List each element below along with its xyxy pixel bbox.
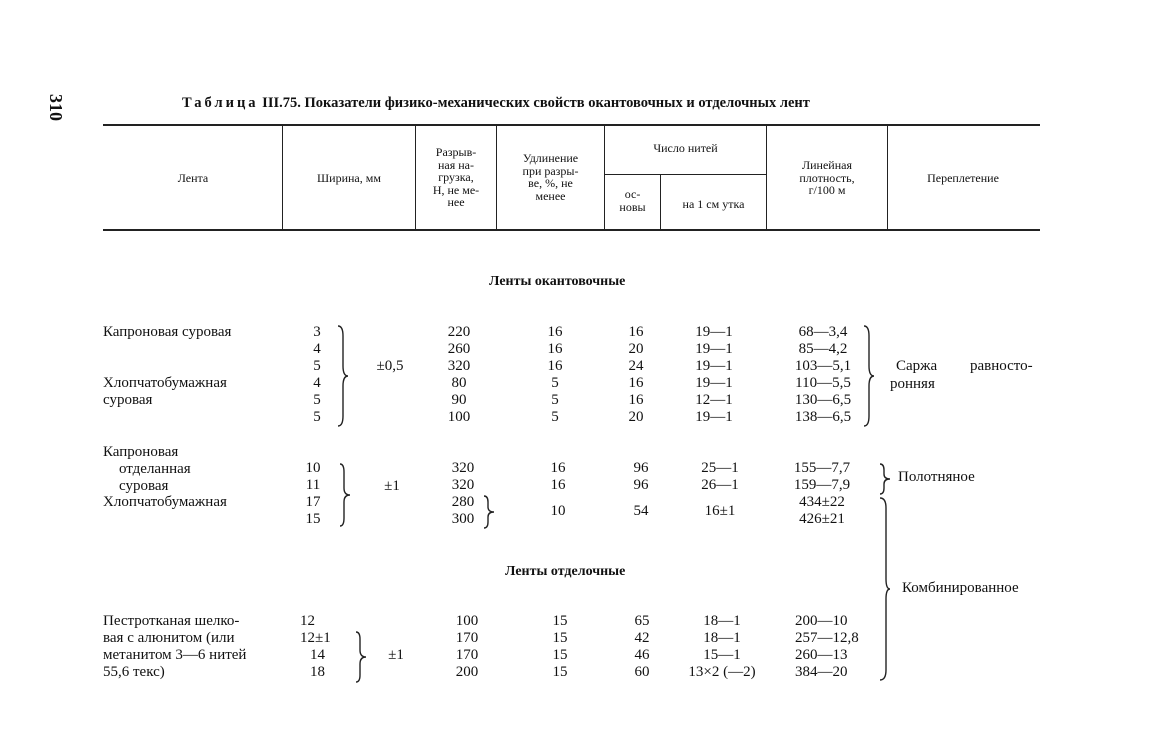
table-value: Разрыв- [435, 145, 477, 159]
table-value: 170 [455, 647, 479, 663]
table-value: 20 [628, 409, 644, 425]
table-value: при разры- [522, 163, 579, 178]
group2-widths [298, 460, 328, 528]
table-value: 257—12,8 [795, 630, 859, 646]
table-value: 16 [628, 392, 644, 408]
table-value: 5 [551, 375, 559, 391]
table-value: 384—20 [795, 664, 848, 680]
brace-icon [338, 326, 348, 426]
table-value: 60 [634, 664, 650, 680]
table-value: 13×2 (—2) [688, 664, 756, 680]
brace-icon [880, 464, 890, 494]
table-value: 85—4,2 [798, 341, 848, 357]
table-value: 19—1 [695, 341, 733, 357]
table-value: плотность, [799, 170, 855, 185]
table-value: 200 [455, 664, 479, 680]
header-warp [605, 188, 660, 213]
table-value: 18—1 [703, 630, 741, 646]
table-value: 15 [305, 511, 321, 527]
header-weft: на 1 см утка [682, 197, 745, 211]
table-value: 46 [634, 647, 650, 663]
table-value: 12±1 [300, 630, 331, 646]
table-value: ве, %, не [528, 176, 573, 190]
group2-tolerance: ±1 [384, 478, 400, 494]
header-weave: Переплетение [927, 171, 999, 185]
group2-weave: Полотняное [898, 469, 975, 485]
table-value: ос- [624, 187, 641, 201]
group2-name: Капроновая [103, 444, 179, 460]
table-value: 155—7,7 [793, 460, 851, 476]
table-value: нее [447, 195, 465, 209]
table-value: новы [619, 199, 646, 214]
header-bottom-rule [103, 229, 1040, 231]
group2-elongation: 10 [550, 503, 566, 519]
table-value: 15—1 [703, 647, 741, 663]
table-value: 42 [634, 630, 650, 646]
table-value: 200—10 [795, 613, 848, 629]
table-value: 16 [550, 460, 566, 476]
table-value: 16 [628, 324, 644, 340]
group2-elongation [538, 460, 578, 494]
table-value: 4 [313, 341, 321, 357]
header-tape: Лента [177, 171, 209, 185]
table-value: грузка, [438, 170, 474, 184]
group3-warp [622, 613, 662, 681]
group1-weave-1: Саржа [896, 358, 938, 374]
table-value: 15 [552, 613, 568, 629]
table-value: 18—1 [703, 613, 741, 629]
table-value: менее [535, 188, 566, 203]
table-value: 5 [313, 392, 321, 408]
group1-weave-2: равносто- [970, 358, 1033, 374]
title-number: III.75. [262, 95, 301, 111]
table-value: 15 [552, 630, 568, 646]
table-value: 16 [547, 341, 563, 357]
table-value: 170 [455, 630, 479, 646]
brace-icon [484, 496, 494, 528]
header-top-rule [103, 124, 1040, 126]
table-value: 16 [547, 324, 563, 340]
table-value: 5 [551, 409, 559, 425]
group1-name: Капроновая суровая [103, 324, 232, 340]
table-value: 55,6 текс) [103, 664, 165, 680]
table-title [182, 95, 810, 112]
table-value: 434±22 [799, 494, 845, 510]
table-value: Линейная [802, 158, 852, 172]
brace-icon [880, 498, 890, 680]
table-value: 90 [451, 392, 467, 408]
group1-name: Хлопчатобумажная [103, 375, 227, 391]
brace-icon [864, 326, 874, 426]
header-breaking-load [416, 146, 496, 209]
combined-weave: Комбинированное [902, 580, 1019, 596]
group2-load [440, 460, 486, 528]
brace-icon [340, 464, 350, 526]
table-value: Н, не ме- [432, 182, 480, 197]
table-value: г/100 м [808, 183, 846, 197]
table-value: 16 [550, 477, 566, 493]
table-value: 3 [313, 324, 321, 340]
group1-widths [300, 324, 334, 426]
table-value: 96 [633, 477, 649, 493]
header-width: Ширина, мм [317, 171, 381, 185]
table-value: 260 [447, 341, 471, 357]
group1-name: суровая [103, 392, 153, 408]
table-value: 19—1 [695, 375, 733, 391]
table-value: 5 [313, 358, 321, 374]
table-value: 12 [300, 613, 315, 629]
threads-subrule [605, 174, 767, 175]
table-value: 65 [634, 613, 650, 629]
group2-warp [621, 460, 661, 494]
table-value: 100 [447, 409, 471, 425]
group3-density [795, 613, 859, 681]
group2-name: отделанная [119, 461, 191, 477]
table-value: 320 [451, 477, 475, 493]
table-value: 17 [305, 494, 321, 510]
group1-load [434, 324, 484, 426]
group3-elongation [540, 613, 580, 681]
group2-warp: 54 [633, 503, 649, 519]
table-value: Пестротканая шелко- [103, 613, 240, 629]
group1-elongation [535, 324, 575, 426]
table-value: 14 [310, 647, 325, 663]
group1-weft [678, 324, 750, 426]
table-value: 320 [447, 358, 471, 374]
table-value: Удлинение [522, 151, 579, 165]
table-value: 5 [313, 409, 321, 425]
group2-weft: 16±1 [704, 503, 736, 519]
group2-name: Хлопчатобумажная [103, 494, 227, 510]
table-value: 100 [455, 613, 479, 629]
table-value: 300 [451, 511, 475, 527]
group3-weft [670, 613, 774, 681]
table-value: 159—7,9 [793, 477, 851, 493]
table-value: вая с алюнитом (или [103, 630, 235, 646]
table-value: 80 [451, 375, 467, 391]
table-value: 110—5,5 [795, 375, 851, 391]
table-value: 15 [552, 647, 568, 663]
table-value: 16 [628, 375, 644, 391]
header-threads: Число нитей [653, 141, 718, 155]
table-value: 130—6,5 [794, 392, 852, 408]
title-text: Показатели физико-механических свойств окантовочных и отделочных лент [304, 95, 810, 111]
group2-weft [684, 460, 756, 494]
group1-weave-3: ронняя [890, 376, 935, 392]
group1-tolerance: ±0,5 [376, 358, 404, 374]
table-value: 19—1 [695, 409, 733, 425]
table-value: 5 [551, 392, 559, 408]
table-value: 426±21 [799, 511, 845, 527]
group2-name: суровая [119, 478, 169, 494]
table-value: 138—6,5 [794, 409, 852, 425]
table-value: 20 [628, 341, 644, 357]
group3-widths [300, 613, 331, 681]
table-value: 12—1 [695, 392, 733, 408]
title-prefix: Таблица [182, 95, 259, 111]
table-value: 220 [447, 324, 471, 340]
table-value: ная на- [437, 157, 474, 172]
table-value: 260—13 [795, 647, 848, 663]
table-value: 96 [633, 460, 649, 476]
table-value: 24 [628, 358, 644, 374]
table-value: метанитом 3—6 нитей [103, 647, 247, 663]
group2-density [782, 460, 862, 528]
group3-tolerance: ±1 [388, 647, 404, 663]
table-value: 280 [451, 494, 475, 510]
header-density [767, 159, 887, 197]
section-finishing: Ленты отделочные [505, 564, 626, 579]
table-value: 10 [305, 460, 321, 476]
header-elongation [497, 152, 604, 202]
group1-density [778, 324, 868, 426]
table-value: 11 [305, 477, 321, 493]
section-edging: Ленты окантовочные [489, 274, 626, 289]
table-value: 19—1 [695, 324, 733, 340]
table-value: 25—1 [701, 460, 739, 476]
table-value: 16 [547, 358, 563, 374]
group1-warp [616, 324, 656, 426]
table-value: 103—5,1 [794, 358, 852, 374]
group3-name [103, 613, 246, 681]
table-value: 19—1 [695, 358, 733, 374]
table-value: 68—3,4 [798, 324, 848, 340]
brace-icon [356, 632, 366, 682]
table-value: 320 [451, 460, 475, 476]
table-value: 26—1 [701, 477, 739, 493]
table-value: 4 [313, 375, 321, 391]
table-value: 18 [310, 664, 325, 680]
group3-load [442, 613, 492, 681]
table-value: 15 [552, 664, 568, 680]
page-number: 310 [46, 94, 66, 121]
